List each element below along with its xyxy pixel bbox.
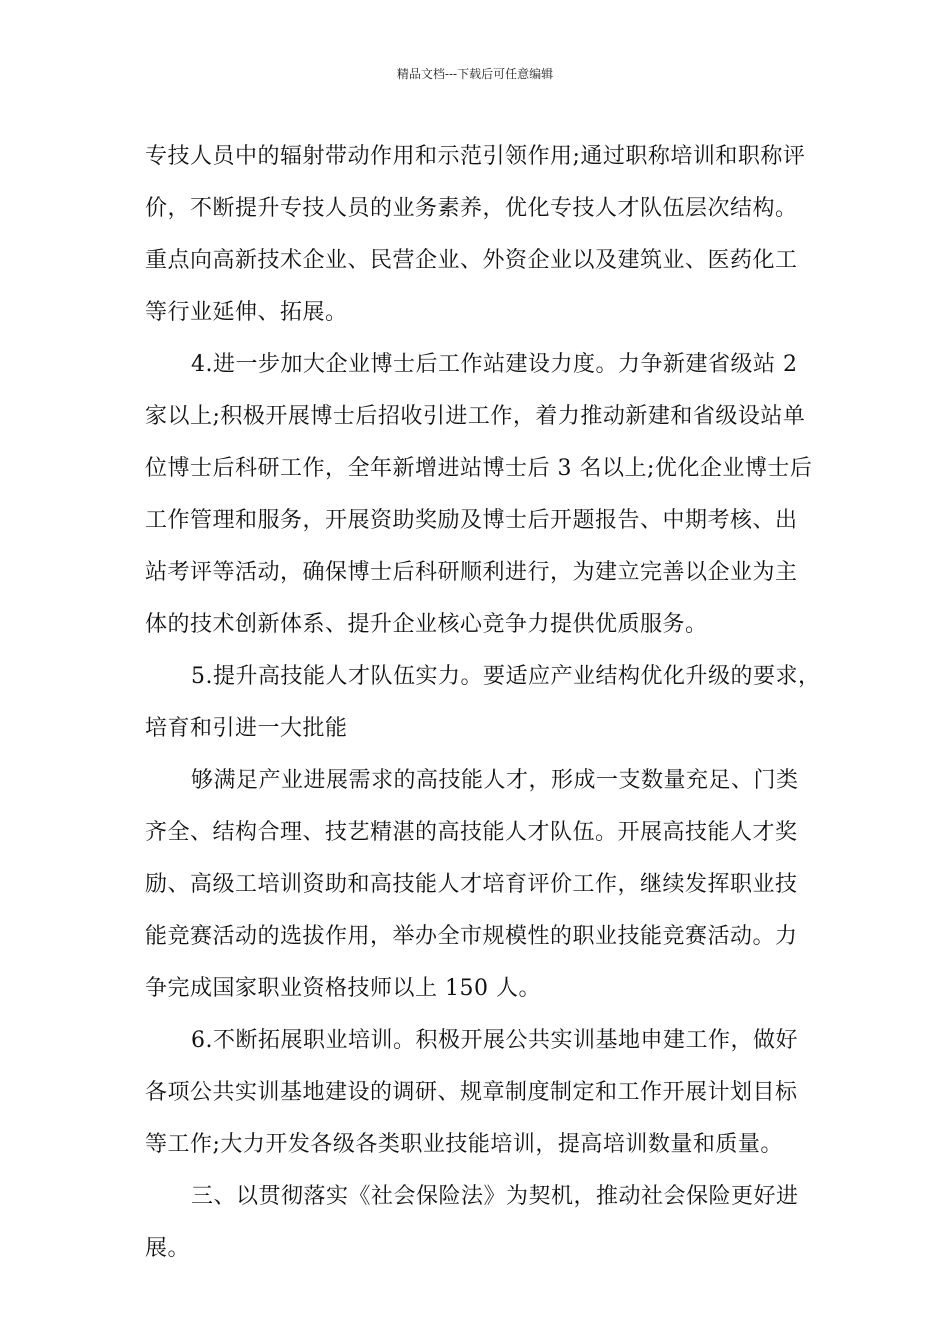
text-line: 各项公共实训基地建设的调研、规章制度制定和工作开展计划目标 <box>145 1080 798 1105</box>
text-line: 争完成国家职业资格技师以上 150 人。 <box>145 976 541 1001</box>
text-line: 培育和引进一大批能 <box>145 716 348 741</box>
paragraph-start-line: 三、以贯彻落实《社会保险法》为契机，推动社会保险更好进 <box>191 1184 799 1209</box>
text-line: 励、高级工培训资助和高技能人才培育评价工作，继续发挥职业技 <box>145 872 798 897</box>
text-line: 齐全、结构合理、技艺精湛的高技能人才队伍。开展高技能人才奖 <box>145 820 798 845</box>
text-line: 等工作;大力开发各级各类职业技能培训，提高培训数量和质量。 <box>145 1132 783 1157</box>
text-line: 家以上;积极开展博士后招收引进工作，着力推动新建和省级设站单 <box>145 404 806 429</box>
text-line: 价，不断提升专技人员的业务素养，优化专技人才队伍层次结构。 <box>145 196 798 221</box>
text-line: 等行业延伸、拓展。 <box>145 300 348 325</box>
text-line: 专技人员中的辐射带动作用和示范引领作用;通过职称培训和职称评 <box>145 144 806 169</box>
text-line: 展。 <box>145 1236 191 1261</box>
paragraph-start-line: 5.提升高技能人才队伍实力。要适应产业结构优化升级的要求， <box>191 664 821 689</box>
document-body <box>145 131 825 1275</box>
text-line: 站考评等活动，确保博士后科研顺利进行，为建立完善以企业为主 <box>145 560 798 585</box>
page-header: 精品文档---下载后可任意编辑 <box>396 67 554 81</box>
text-line: 工作管理和服务，开展资助奖励及博士后开题报告、中期考核、出 <box>145 508 798 533</box>
text-line: 能竞赛活动的选拔作用，举办全市规模性的职业技能竞赛活动。力 <box>145 924 798 949</box>
text-line: 重点向高新技术企业、民营企业、外资企业以及建筑业、医药化工 <box>145 248 798 273</box>
paragraph-start-line: 6.不断拓展职业培训。积极开展公共实训基地申建工作，做好 <box>191 1028 798 1053</box>
text-line: 体的技术创新体系、提升企业核心竞争力提供优质服务。 <box>145 612 708 637</box>
text-line: 位博士后科研工作，全年新增进站博士后 3 名以上;优化企业博士后 <box>145 456 813 481</box>
paragraph-start-line: 够满足产业进展需求的高技能人才，形成一支数量充足、门类 <box>191 768 799 793</box>
paragraph-start-line: 4.进一步加大企业博士后工作站建设力度。力争新建省级站 2 <box>191 352 798 377</box>
